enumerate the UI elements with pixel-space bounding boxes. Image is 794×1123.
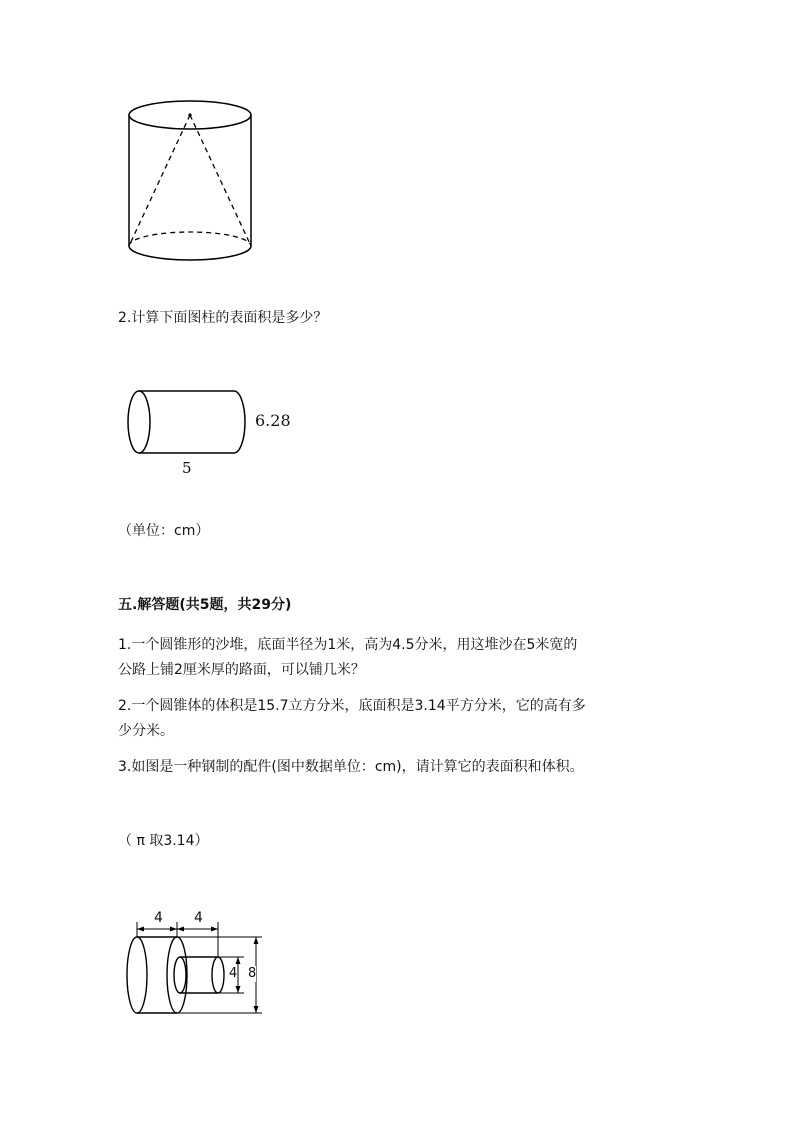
cylinder-length-label: 5 (182, 459, 192, 477)
question-5-2-line-1: 2.一个圆锥体的体积是15.7立方分米，底面积是3.14平方分米，它的高有多 (118, 698, 586, 714)
dim-label-top-left: 4 (154, 910, 163, 926)
question-5-1-line-2: 公路上铺2厘米厚的路面，可以铺几米？ (118, 662, 365, 678)
pi-note: （ π 取3.14） (118, 833, 209, 849)
unit-note: （单位：cm） (118, 523, 210, 539)
question-5-1-line-1: 1.一个圆锥形的沙堆，底面半径为1米，高为4.5分米，用这堆沙在5米宽的 (118, 637, 578, 653)
dim-label-top-right: 4 (194, 910, 203, 926)
dim-label-outer-diameter: 8 (248, 966, 257, 981)
question-4-2-text: 2.计算下面图柱的表面积是多少？ (118, 310, 328, 326)
cylinder-height-label: 6.28 (255, 411, 291, 430)
question-5-3-text: 3.如图是一种钢制的配件(图中数据单位：cm)，请计算它的表面积和体积。 (118, 759, 584, 775)
dim-label-inner-diameter: 4 (229, 966, 238, 981)
section-5-heading: 五.解答题(共5题，共29分) (118, 597, 292, 613)
question-5-2-line-2: 少分米。 (118, 723, 174, 739)
